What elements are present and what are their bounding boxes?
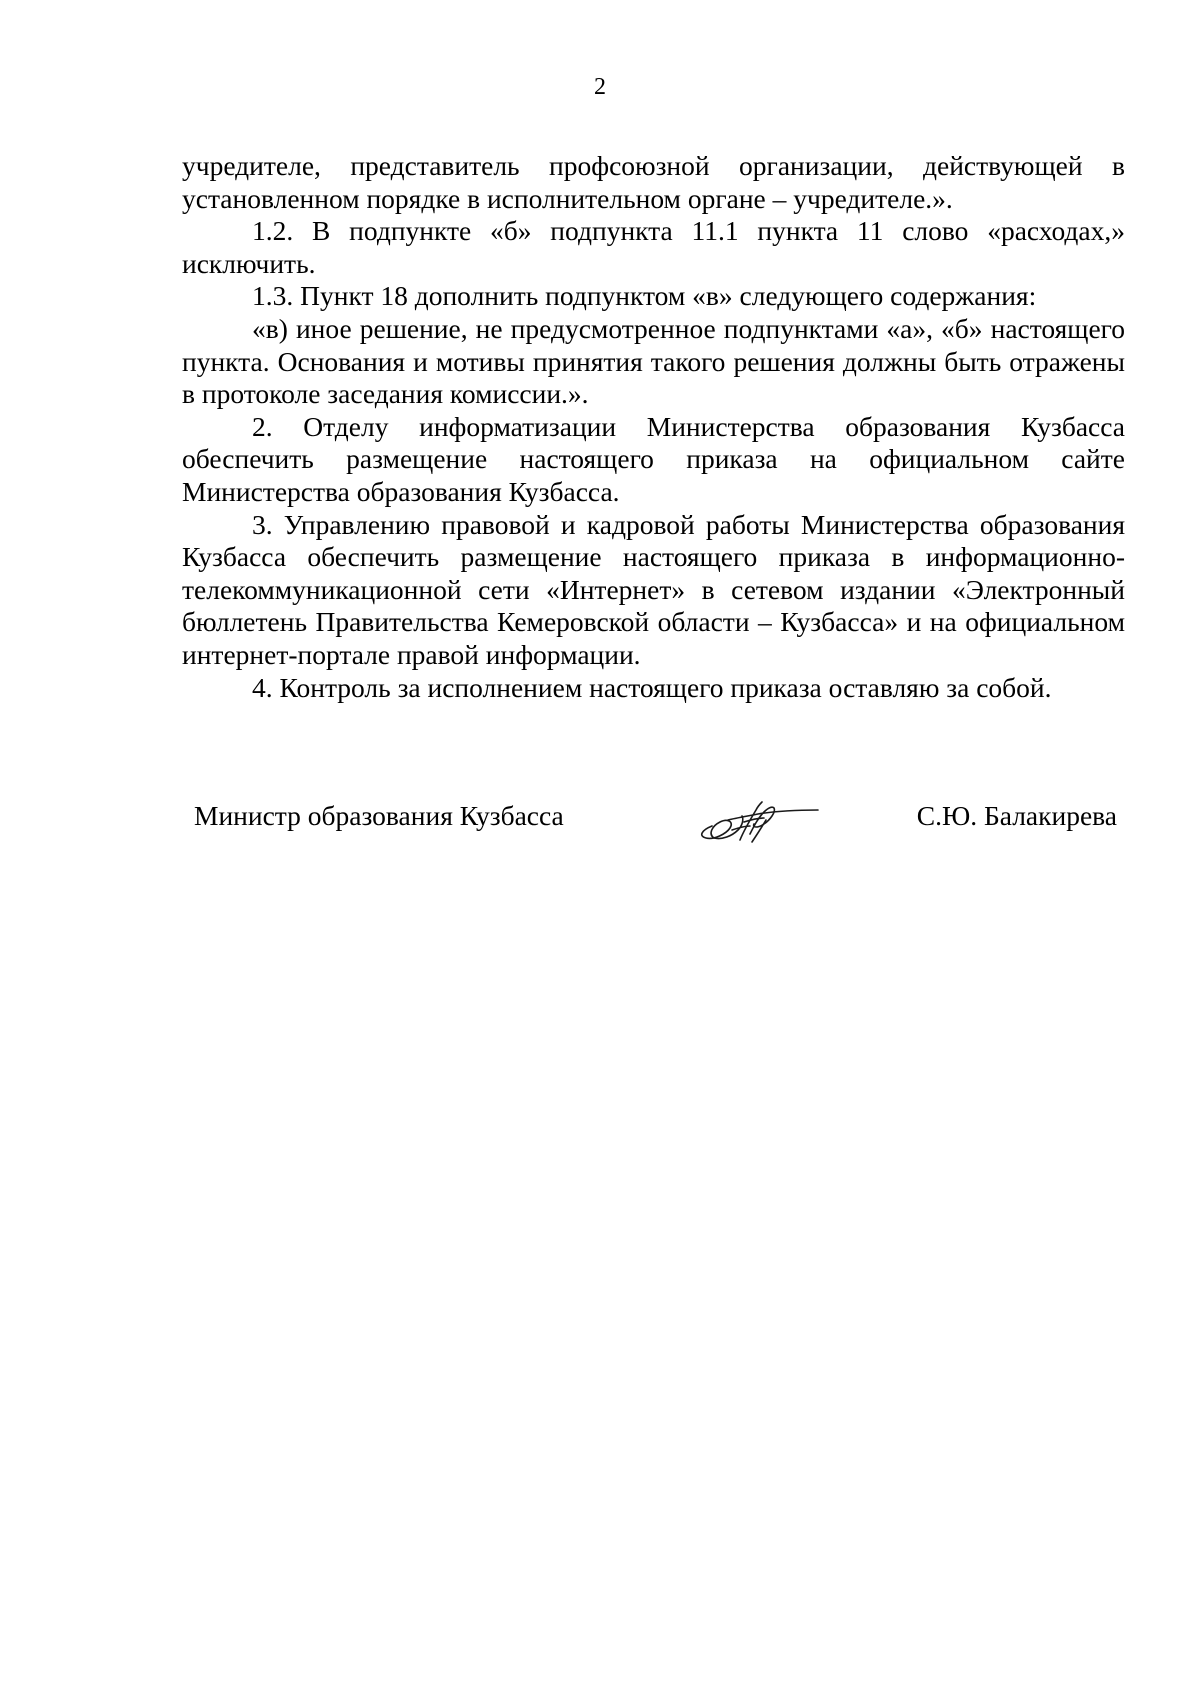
signer-title: Министр образования Кузбасса [194, 800, 564, 831]
paragraph-1-3: 1.3. Пункт 18 дополнить подпунктом «в» следующего содержания: [252, 280, 1037, 312]
paragraph-1-2: 1.2. В подпункте «б» подпункта 11.1 пункта 11 слово «расходах,» исключить. [182, 215, 1125, 279]
handwritten-signature [692, 790, 822, 848]
paragraph-4: 4. Контроль за исполнением настоящего приказа оставляю за собой. [252, 671, 1052, 703]
signature-block [182, 790, 1125, 850]
signer-name: С.Ю. Балакирева [916, 800, 1117, 831]
paragraph-subitem-v: «в) иное решение, не предусмотренное подпунктами «а», «б» настоящего пункта. Основания и мотивы принятия такого решения должны быть отражены в протоколе заседания комиссии.». [182, 312, 1125, 410]
document-body [182, 150, 1125, 704]
paragraph-2: 2. Отделу информатизации Министерства образования Кузбасса обеспечить размещение настоящего приказа на официальном сайте Министерства образования Кузбасса. [182, 410, 1125, 507]
paragraph-3: 3. Управлению правовой и кадровой работы Министерства образования Кузбасса обеспечить размещение настоящего приказа в информационно-телекоммуникационной сети «Интернет» в сетевом издании «Электронный бюллетень Правительства Кемеровской области – Кузбасса» и на официальном интернет-портале правой информации. [182, 508, 1125, 670]
paragraph-continuation: учредителе, представитель профсоюзной организации, действующей в установленном порядке в исполнительном органе – учредителе.». [182, 150, 1125, 214]
page-number: 2 [594, 74, 606, 100]
